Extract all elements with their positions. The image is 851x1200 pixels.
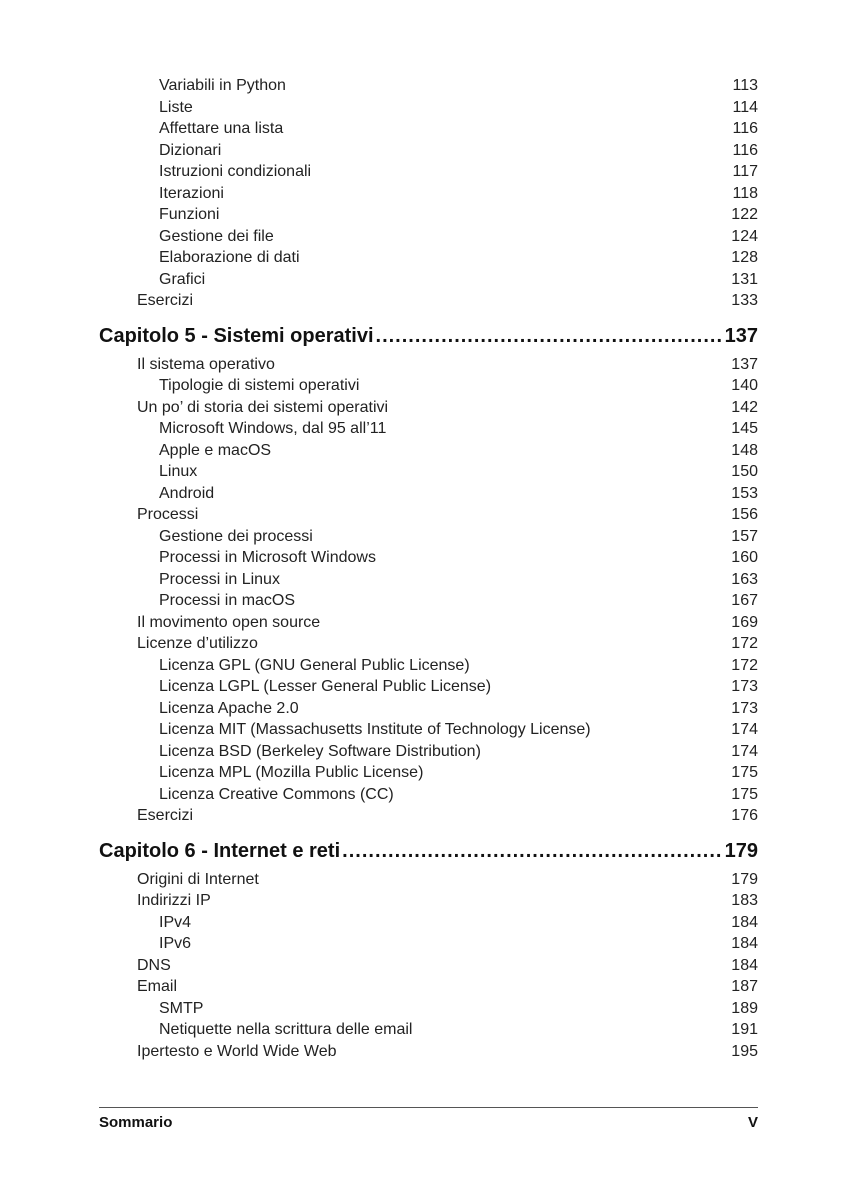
table-of-contents xyxy=(99,75,758,1062)
toc-entry-page: 163 xyxy=(731,570,758,588)
toc-entry[interactable] xyxy=(99,998,758,1020)
toc-entry-page: 142 xyxy=(731,398,758,416)
toc-entry-label: Licenza MIT (Massachusetts Institute of Technology License) xyxy=(159,721,591,738)
toc-entry-page: 174 xyxy=(731,742,758,760)
toc-entry-page: 116 xyxy=(732,120,758,137)
toc-entry[interactable] xyxy=(99,397,758,419)
toc-entry-page: 167 xyxy=(731,592,758,609)
toc-entry-label: Processi in Linux xyxy=(159,570,280,588)
toc-entry-label: Licenza BSD (Berkeley Software Distribution) xyxy=(159,742,481,760)
toc-entry-label: Grafici xyxy=(159,270,206,288)
dot-leader xyxy=(376,320,723,352)
footer-page-number: V xyxy=(747,1114,758,1131)
toc-entry-page: 118 xyxy=(732,184,758,202)
toc-entry[interactable] xyxy=(99,140,758,162)
toc-entry-page: 157 xyxy=(731,527,758,545)
toc-entry[interactable] xyxy=(99,204,758,226)
toc-entry[interactable] xyxy=(99,762,758,784)
toc-entry[interactable] xyxy=(99,375,758,397)
toc-entry-label: Processi in Microsoft Windows xyxy=(159,549,376,566)
chapter-page: 179 xyxy=(724,839,758,862)
toc-entry[interactable] xyxy=(99,1041,758,1063)
toc-entry-label: Android xyxy=(159,484,215,502)
toc-entry-label: Processi in macOS xyxy=(159,592,296,609)
toc-entry-page: 172 xyxy=(731,635,758,652)
page-footer xyxy=(99,1107,758,1131)
toc-entry-label: Linux xyxy=(159,463,198,480)
toc-entry-page: 184 xyxy=(731,956,758,974)
toc-entry-label: Processi xyxy=(137,506,199,523)
toc-entry[interactable] xyxy=(99,569,758,591)
toc-entry-page: 169 xyxy=(731,613,758,631)
chapter-heading-6[interactable] xyxy=(99,835,758,867)
toc-entry-page: 114 xyxy=(732,98,758,116)
toc-entry[interactable] xyxy=(99,1019,758,1041)
toc-entry-label: Indirizzi IP xyxy=(137,892,211,909)
toc-entry[interactable] xyxy=(99,504,758,526)
toc-entry-label: Tipologie di sistemi operativi xyxy=(159,377,360,394)
toc-entry-page: 176 xyxy=(731,807,758,824)
toc-entry-page: 137 xyxy=(731,355,758,373)
toc-entry-esercizi[interactable] xyxy=(99,290,758,312)
toc-entry[interactable] xyxy=(99,226,758,248)
toc-entry-page: 189 xyxy=(731,999,758,1017)
toc-entry[interactable] xyxy=(99,784,758,806)
toc-entry[interactable] xyxy=(99,269,758,291)
toc-entry-label: Un po’ di storia dei sistemi operativi xyxy=(137,398,389,416)
toc-entry-page: 113 xyxy=(732,77,758,94)
toc-entry-label: Il movimento open source xyxy=(137,613,321,631)
toc-entry[interactable] xyxy=(99,118,758,140)
toc-entry-page: 160 xyxy=(731,549,758,566)
toc-entry[interactable] xyxy=(99,741,758,763)
toc-entry[interactable] xyxy=(99,97,758,119)
toc-entry-page: 124 xyxy=(731,227,758,245)
toc-entry[interactable] xyxy=(99,612,758,634)
toc-entry-label: Iterazioni xyxy=(159,184,224,202)
toc-entry-page: 150 xyxy=(731,463,758,480)
toc-entry-page: 175 xyxy=(731,764,758,781)
toc-entry[interactable] xyxy=(99,461,758,483)
toc-entry-label: Gestione dei processi xyxy=(159,527,313,545)
toc-entry[interactable] xyxy=(99,633,758,655)
toc-entry-page: 183 xyxy=(731,892,758,909)
toc-entry[interactable] xyxy=(99,183,758,205)
toc-entry[interactable] xyxy=(99,912,758,934)
chapter-heading-5[interactable] xyxy=(99,320,758,352)
toc-entry-label: Licenze d’utilizzo xyxy=(137,635,258,652)
footer-title: Sommario xyxy=(99,1114,173,1131)
toc-entry-page: 174 xyxy=(731,721,758,738)
toc-entry-label: Liste xyxy=(159,98,193,116)
toc-entry[interactable] xyxy=(99,75,758,97)
toc-entry-page: 195 xyxy=(731,1042,758,1060)
toc-entry[interactable] xyxy=(99,655,758,677)
toc-entry-label: Microsoft Windows, dal 95 all’11 xyxy=(159,420,387,437)
toc-entry[interactable] xyxy=(99,483,758,505)
toc-entry[interactable] xyxy=(99,354,758,376)
toc-entry-page: 116 xyxy=(732,141,758,159)
toc-entry-page: 156 xyxy=(731,506,758,523)
toc-entry-label: Variabili in Python xyxy=(159,77,286,94)
toc-entry-page: 179 xyxy=(731,870,758,888)
toc-entry-label: Esercizi xyxy=(137,807,194,824)
chapter-page: 137 xyxy=(724,324,758,347)
toc-entry-label: Email xyxy=(137,978,178,995)
toc-entry-page: 128 xyxy=(731,249,758,266)
dot-leader xyxy=(342,835,722,867)
toc-entry-label: Ipertesto e World Wide Web xyxy=(137,1042,337,1060)
toc-entry[interactable] xyxy=(99,869,758,891)
toc-entry[interactable] xyxy=(99,698,758,720)
toc-entry[interactable] xyxy=(99,676,758,698)
toc-entry-label: Affettare una lista xyxy=(159,120,284,137)
toc-entry-page: 140 xyxy=(731,377,758,394)
toc-entry-label: Esercizi xyxy=(137,292,194,309)
toc-entry-page: 153 xyxy=(731,484,758,502)
toc-entry-label: Elaborazione di dati xyxy=(159,249,300,266)
toc-entry-label: Netiquette nella scrittura delle email xyxy=(159,1021,413,1038)
chapter-title: Capitolo 6 - Internet e reti xyxy=(99,839,341,862)
toc-entry-page: 184 xyxy=(731,935,758,952)
toc-entry[interactable] xyxy=(99,890,758,912)
toc-entry-page: 187 xyxy=(731,978,758,995)
toc-entry-label: Funzioni xyxy=(159,206,220,223)
toc-entry[interactable] xyxy=(99,805,758,827)
toc-entry-label: Dizionari xyxy=(159,141,222,159)
toc-entry-page: 191 xyxy=(731,1021,758,1038)
toc-entry[interactable] xyxy=(99,161,758,183)
toc-entry-label: Apple e macOS xyxy=(159,441,272,459)
toc-entry-label: Il sistema operativo xyxy=(137,355,275,373)
toc-entry[interactable] xyxy=(99,955,758,977)
toc-entry-label: Licenza LGPL (Lesser General Public License) xyxy=(159,678,492,695)
toc-entry[interactable] xyxy=(99,440,758,462)
toc-entry[interactable] xyxy=(99,933,758,955)
toc-entry-label: Licenza Creative Commons (CC) xyxy=(159,785,394,803)
toc-entry-page: 173 xyxy=(731,699,758,717)
toc-entry-label: Origini di Internet xyxy=(137,870,259,888)
toc-entry-page: 184 xyxy=(731,913,758,931)
toc-entry-page: 173 xyxy=(731,678,758,695)
toc-entry[interactable] xyxy=(99,547,758,569)
toc-entry-page: 133 xyxy=(731,292,758,309)
chapter-title: Capitolo 5 - Sistemi operativi xyxy=(99,324,374,347)
toc-entry[interactable] xyxy=(99,719,758,741)
toc-entry-label: Gestione dei file xyxy=(159,227,274,245)
toc-entry-page: 148 xyxy=(731,441,758,459)
toc-entry-page: 145 xyxy=(731,420,758,437)
toc-entry-label: Licenza GPL (GNU General Public License) xyxy=(159,656,470,674)
toc-entry-label: Licenza MPL (Mozilla Public License) xyxy=(159,764,424,781)
toc-entry[interactable] xyxy=(99,418,758,440)
toc-entry-page: 122 xyxy=(731,206,758,223)
toc-entry-page: 117 xyxy=(732,163,758,180)
toc-entry-label: SMTP xyxy=(159,999,204,1017)
toc-entry[interactable] xyxy=(99,526,758,548)
toc-entry-label: IPv6 xyxy=(159,935,192,952)
toc-entry-label: DNS xyxy=(137,956,171,974)
toc-entry[interactable] xyxy=(99,590,758,612)
toc-entry-page: 172 xyxy=(731,656,758,674)
toc-entry[interactable] xyxy=(99,247,758,269)
toc-entry-label: Istruzioni condizionali xyxy=(159,163,312,180)
toc-entry-page: 131 xyxy=(731,270,758,288)
toc-entry-label: IPv4 xyxy=(159,913,192,931)
toc-entry-page: 175 xyxy=(731,785,758,803)
toc-entry[interactable] xyxy=(99,976,758,998)
toc-entry-label: Licenza Apache 2.0 xyxy=(159,699,299,717)
